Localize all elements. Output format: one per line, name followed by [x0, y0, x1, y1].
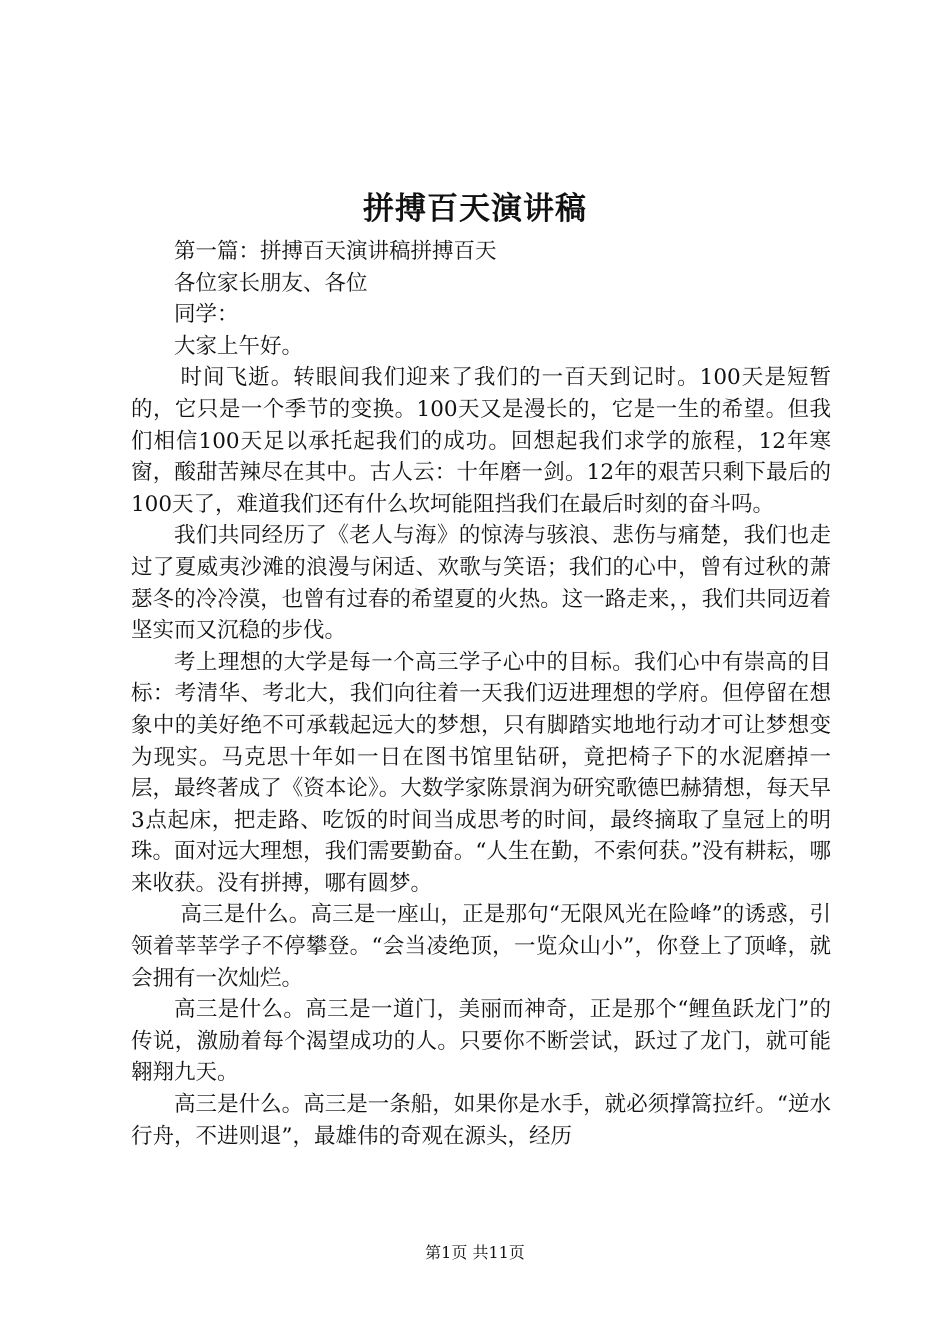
paragraph: 高三是什么。高三是一道门，美丽而神奇，正是那个“鲤鱼跃龙门”的传说，激励着每个渴望成功的人。只要你不断尝试，跃过了龙门，就可能翱翔九天。	[131, 997, 831, 1086]
paragraph: 第一篇：拼搏百天演讲稿拼搏百天	[174, 239, 497, 264]
paragraph: 考上理想的大学是每一个高三学子心中的目标。我们心中有崇高的目标：考清华、考北大，我们向往着一天我们迈进理想的学府。但停留在想象中的美好绝不可承载起远大的梦想，只有脚踏实地地行动才可让梦想变为现实。马克思十年如一日在图书馆里钻研，竟把椅子下的水泥磨掉一层，最终著成了《资本论》。大数学家陈景润为研究歌德巴赫猜想，每天早3点起床，把走路、吃饭的时间当成思考的时间，最终摘取了皇冠上的明珠。面对远大理想，我们需要勤奋。“人生在勤，不索何获。”没有耕耘，哪来收获。没有拼搏，哪有圆梦。	[131, 649, 831, 896]
page-footer: 第1页 共11页	[425, 1243, 525, 1262]
paragraph: 高三是什么。高三是一条船，如果你是水手，就必须撑篙拉纤。“逆水行舟，不进则退”，最雄伟的奇观在源头，经历	[131, 1092, 831, 1149]
document-title: 拼搏百天演讲稿	[363, 191, 587, 227]
paragraph: 时间飞逝。转眼间我们迎来了我们的一百天到记时。100天是短暂的，它只是一个季节的变换。100天又是漫长的，它是一生的希望。但我们相信100天足以承托起我们的成功。回想起我们求学的旅程，12年寒窗，酸甜苦辣尽在其中。古人云：十年磨一剑。12年的艰苦只剩下最后的100天了，难道我们还有什么坎坷能阻挡我们在最后时刻的奋斗吗。	[131, 365, 831, 517]
document-body	[131, 236, 831, 1152]
paragraph: 各位家长朋友、各位	[174, 270, 368, 296]
paragraph: 高三是什么。高三是一座山，正是那句“无限风光在险峰”的诱惑，引领着莘莘学子不停攀登。“会当凌绝顶，一览众山小”，你登上了顶峰，就会拥有一次灿烂。	[131, 902, 831, 991]
paragraph: 我们共同经历了《老人与海》的惊涛与骇浪、悲伤与痛楚，我们也走过了夏威夷沙滩的浪漫与闲适、欢歌与笑语；我们的心中，曾有过秋的萧瑟冬的冷冷漠，也曾有过春的希望夏的火热。这一路走来，，我们共同迈着坚实而又沉稳的步伐。	[131, 523, 831, 644]
paragraph: 同学：	[174, 302, 239, 328]
paragraph: 大家上午好。	[174, 333, 304, 359]
